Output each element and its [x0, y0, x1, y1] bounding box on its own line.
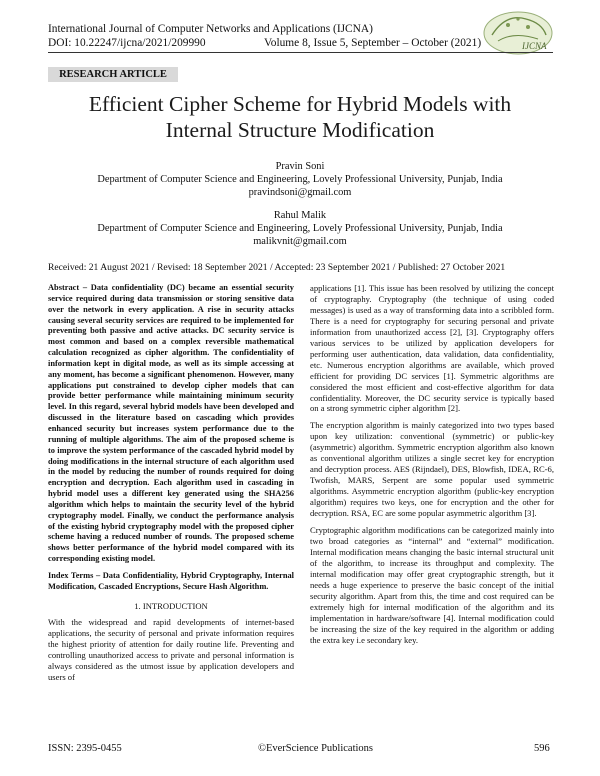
volume-issue: Volume 8, Issue 5, September – October (2021) [264, 37, 482, 49]
author-2-name: Rahul Malik [273, 210, 327, 221]
doi: DOI: 10.22247/ijcna/2021/209990 [48, 37, 206, 49]
journal-logo [478, 5, 556, 57]
title-line-1: Efficient Cipher Scheme for Hybrid Models with [88, 92, 512, 116]
left-column [48, 283, 294, 689]
right-paragraph-3: Cryptographic algorithm modifications can be categorized mainly into two broad categories as “internal” and “external” modification. Internal modification means changing the basic internal structural unit of the algorithm, to increase its throughput and complexity. The internal modification may offer great cryptographic strength, but it needs a huge experience to preserve the basic concept of the initial security algorithm. Apart from this, the time and cost required can be extremely high for internal modification of the algorithm and its implementation in hardware/software [4]. Internal modification could be increasing the size of the key required in the algorithm or adding the extra key i.e secondary key. [310, 525, 554, 645]
author-1-affiliation: Department of Computer Science and Engineering, Lovely Professional University, Punjab, India [97, 174, 503, 185]
publication-dates: Received: 21 August 2021 / Revised: 18 September 2021 / Accepted: 23 September 2021 / Published: 27 October 2021 [48, 262, 506, 273]
section-heading: 1. INTRODUCTION [134, 600, 208, 611]
issn: ISSN: 2395-0455 [48, 743, 122, 754]
abstract: Abstract – Data confidentiality (DC) became an essential security service required during data transmission or storing sensitive data over the network in every application. A rise in security attacks causing several security services are required to be implemented for preventing both passive and active attacks. DC security service is most common and based on a complex reversible mathematical calculation recognized as cipher algorithm. The confidentiality of information kept in digital mode, as well as its simple accessing at any moment, has become a significant phenomenon. However, many applications put constrained to develop cipher models that can provide better performance while maintaining minimum security level. In this regard, several hybrid models have been developed and discussed in the literature based on cascading which provides enhanced security but increases system performance due to the running of multiple algorithms. The aim of the proposed scheme is to improve the system performance of the cascaded hybrid model by doing modifications in the internal structure of each algorithm used in the model by reducing the number of rounds required for doing encryption and decryption. Each algorithm used in cascading in hybrid model uses a different key generated using the SHA256 algorithm which helps to maintain the security level of the hybrid cryptography model. Finally, we conduct the performance analysis of the existing hybrid cryptography model with the proposed cipher scheme having a reduced number of rounds. The proposed scheme shows better performance of the hybrid model compared with its corresponding existing model. [48, 283, 294, 564]
page-number: 596 [534, 743, 550, 754]
header-rule [48, 52, 553, 53]
paper-title [30, 91, 570, 143]
title-line-2: Internal Structure Modification [165, 118, 435, 142]
author-1-name: Pravin Soni [275, 161, 325, 172]
author-2-affiliation: Department of Computer Science and Engineering, Lovely Professional University, Punjab, India [97, 223, 503, 234]
intro-paragraph: With the widespread and rapid developments of internet-based applications, the security of personal and private information requires the highest priority of attention for daily routine life. Preventing and controlling unauthorized access to private and personal information is always considered as the utmost issue by application developers and users of [48, 617, 294, 683]
article-type-badge: RESEARCH ARTICLE [48, 67, 178, 82]
journal-name: International Journal of Computer Networks and Applications (IJCNA) [48, 23, 373, 35]
publisher: ©EverScience Publications [258, 743, 373, 754]
author-2-email: malikvnit@gmail.com [253, 236, 347, 247]
right-column [310, 283, 554, 652]
author-1-email: pravindsoni@gmail.com [248, 187, 352, 198]
index-terms: Index Terms – Data Confidentiality, Hybrid Cryptography, Internal Modification, Cascaded Encryptions, Secure Hash Algorithm. [48, 570, 294, 591]
right-paragraph-1: applications [1]. This issue has been resolved by utilizing the concept of cryptography. Cryptography (the technique of using coded messages) is used as a way of transforming data into a scribbled form. There is a need for cryptography for securing personal and private information from unauthorized access [2], [3]. Cryptography offers various services to be utilized by application developers for performing user authentication, data validation, data confidentiality, etc. Numerous encryption algorithms are available, which proved efficient for providing DC services [1]. Symmetric algorithms are considered the most efficient and cost-effective algorithm for data confidentiality. Moreover, the DC security service is typically based on a strong symmetric cipher algorithm [2]. [310, 283, 554, 414]
right-paragraph-2: The encryption algorithm is mainly categorized into two types based upon key utilization: conventional (symmetric) or public-key (asymmetric) algorithm. Symmetric encryption algorithm also known as conventional algorithm utilizes a single secret key for encryption and decryption process. AES (Rijndael), DES, Blowfish, IDEA, RC-6, Twofish, MARS, Serpent are some popular used symmetric algorithms. Asymmetric encryption algorithm (public-key encryption algorithm) requires two keys, one for encryption and the other for decryption. RSA, EC are some popular asymmetric algorithm [3]. [310, 420, 554, 519]
svg-text:IJCNA: IJCNA [522, 41, 547, 51]
